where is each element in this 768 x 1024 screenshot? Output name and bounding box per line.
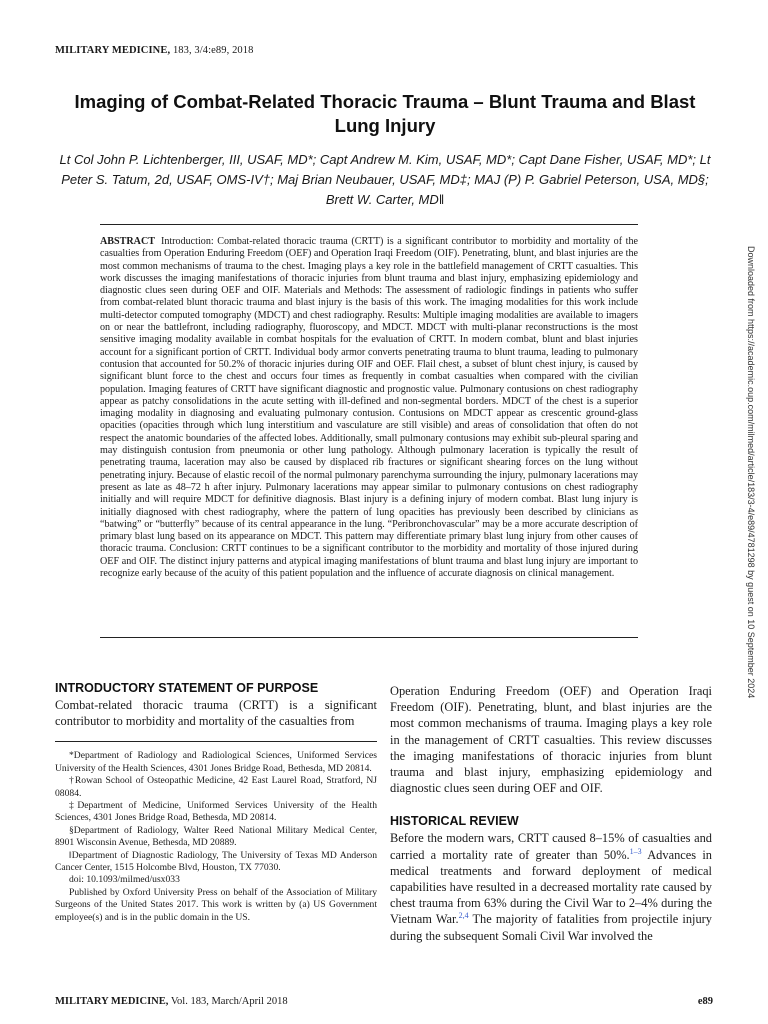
footer-journal: MILITARY MEDICINE, bbox=[55, 996, 169, 1007]
publisher-note: Published by Oxford University Press on behalf of the Association of Military Surgeons of the United States 2017. This work is written by (a) US Government employee(s) and is in the public domain in the US. bbox=[55, 886, 377, 923]
running-head bbox=[55, 45, 253, 56]
download-notice: Downloaded from https://academic.oup.com/milmed/article/183/3-4/e89/4781298 by guest on 10 September 2024 bbox=[746, 246, 756, 699]
abstract bbox=[100, 236, 638, 580]
abstract-text: Introduction: Combat-related thoracic trauma (CRTT) is a significant contributor to morbidity and mortality of the casualties from Operation Enduring Freedom (OEF) and Operation Iraqi Freedom (OIF). Penetrating, blunt, and blast injuries are the most common mechanisms of trauma to the chest. Imaging plays a key role in the battlefield management of CRTT casualties. This work discusses the imaging manifestations of thoracic injuries from blunt trauma and blast injury, emphasizing epidemiology and diagnostic clues seen during OEF and OIF. Materials and Methods: The assessment of radiologic findings in patients who suffer from combat-related blunt thoracic trauma and blast injury is the basis of this work. The imaging modalities for this work include multi-detector computed tomography (MDCT) and chest radiography. Results: Multiple imaging modalities are available to imagers on or near the battlefront, including radiography, fluoroscopy, and MDCT. MDCT with multi-planar reconstructions is the most sensitive imaging modality available in combat hospitals for the evaluation of CRTT. In modern combat, blunt and blast injuries account for a significant portion of CRTT. Individual body armor converts penetrating trauma to blunt trauma, leading to pulmonary contusion that accounted for 50.2% of thoracic injuries during OIF and OEF. Flail chest, a subset of blunt chest injury, is caused by significant blunt force to the chest and occurs four times as frequently in combat casualties when compared with the civilian population. Imaging features of CRTT have significant diagnostic and prognostic value. Pulmonary contusions on chest radiography appear as patchy consolidations in the acute setting with ill-defined and non-segmental borders. MDCT of the chest is a superior imaging modality in diagnosing and evaluating pulmonary contusion. Contusions on MDCT appear as crescentic ground-glass opacities (opacities through which lung interstitium and vasculature are still visible) and areas of consolidation that often do not respect the anatomic boundaries of the affected lobes. Additionally, small pulmonary contusions may exhibit sub-pleural sparing and may distinguish contusion from pneumonia or other lung pathology. Although pulmonary laceration is typically the result of penetrating trauma, laceration may also be caused by displaced rib fractures or significant shearing forces on the lung without penetrating injury. Because of elastic recoil of the normal pulmonary parenchyma surrounding the injury, pulmonary lacerations may present as late as 48–72 h after injury. Pulmonary lacerations may appear similar to pulmonary contusions on chest radiography initially and will require MDCT for definitive diagnosis. Blast injury is a defining injury of modern combat. Blast lung injury is initially diagnosed with chest radiography, where the pattern of lung opacities has previously been described by clinicians as “batwing” or “butterfly” because of its central appearance in the lung. “Peribronchovascular” may be a more accurate description of primary blast lung based on its appearance on MDCT. This pattern may differentiate primary blast lung injury from other causes of thoracic trauma. Conclusion: CRTT continues to be a significant contributor to the morbidity and mortality of those injured during OEF and OIF. The distinct injury patterns and atypical imaging manifestations of blunt trauma and blast lung injury are important to recognize early because of the acuity of this patient population and the influence of accurate diagnosis on clinical management. bbox=[100, 236, 638, 580]
historical-text-part: The majority of fatalities from projectile injury during the subsequent Somali Civil War involved the bbox=[390, 912, 712, 943]
footer-citation bbox=[55, 996, 288, 1007]
footnote-item: †Rowan School of Osteopathic Medicine, 42 East Laurel Road, Stratford, NJ 08084. bbox=[55, 775, 377, 799]
running-head-citation: 183, 3/4:e89, 2018 bbox=[172, 45, 254, 56]
reference-link[interactable]: 2,4 bbox=[458, 911, 469, 921]
historical-text-part: Advances in medical treatments and forward deployment of medical capabilities have resulted in a decreased mortality rate caused by chest trauma from 63% during the Civil War to 2–4% during the Vietnam War. bbox=[390, 847, 712, 927]
footer-volume: Vol. 183, March/April 2018 bbox=[170, 996, 288, 1007]
right-column bbox=[390, 683, 712, 944]
footnote-item: ‡Department of Medicine, Uniformed Services University of the Health Sciences, 4301 Jones Bridge Road, Bethesda, MD 20814. bbox=[55, 800, 377, 824]
affiliation-footnotes bbox=[55, 750, 377, 924]
abstract-top-rule bbox=[100, 224, 638, 225]
footnote-item: *Department of Radiology and Radiological Sciences, Uniformed Services University of the Health Sciences, 4301 Jones Bridge Road, Bethesda, MD 20814. bbox=[55, 750, 377, 774]
doi: doi: 10.1093/milmed/usx033 bbox=[69, 874, 180, 886]
article-title: Imaging of Combat-Related Thoracic Trauma – Blunt Trauma and Blast Lung Injury bbox=[74, 91, 696, 136]
footnote-item: §Department of Radiology, Walter Reed National Military Medical Center, 8901 Wisconsin Avenue, Bethesda, MD 20889. bbox=[55, 824, 377, 849]
historical-heading: HISTORICAL REVIEW bbox=[390, 814, 519, 829]
intro-text-left: Combat-related thoracic trauma (CRTT) is a significant contributor to morbidity and mortality of the casualties from bbox=[55, 698, 377, 729]
author-list: Lt Col John P. Lichtenberger, III, USAF, MD*; Capt Andrew M. Kim, USAF, MD*; Capt Dane Fisher, USAF, MD*; Lt Peter S. Tatum, 2d, USAF, OMS-IV†; Maj Brian Neubauer, USAF, MD‡; MAJ (P) P. Gabriel Peterson, USA, MD§; Brett W. Carter, MD‖ bbox=[59, 152, 711, 207]
left-column bbox=[55, 681, 377, 924]
footnote-rule bbox=[55, 741, 377, 742]
intro-heading: INTRODUCTORY STATEMENT OF PURPOSE bbox=[55, 681, 319, 695]
abstract-bottom-rule bbox=[100, 637, 638, 638]
page-footer bbox=[55, 996, 713, 1007]
historical-text-part: Before the modern wars, CRTT caused 8–15% of casualties and carried a mortality rate of greater than 50%. bbox=[390, 831, 712, 862]
historical-text bbox=[390, 830, 712, 943]
intro-text-right: Operation Enduring Freedom (OEF) and Operation Iraqi Freedom (OIF). Penetrating, blunt, and blast injuries are the most common mechanisms of trauma. Imaging plays a key role in the management of CRTT casualties. This review discusses the imaging manifestations of thoracic injuries from blunt trauma and blast injury, emphasizing epidemiology and diagnostic clues seen during OEF and OIF. bbox=[390, 684, 712, 796]
historical-review-section bbox=[390, 814, 712, 943]
abstract-label: ABSTRACT bbox=[100, 236, 155, 247]
footnote-item: ‖Department of Diagnostic Radiology, The University of Texas MD Anderson Cancer Center, 1515 Holcombe Blvd, Houston, TX 77030. bbox=[55, 849, 377, 874]
reference-link[interactable]: 1–3 bbox=[629, 846, 642, 856]
page-number: e89 bbox=[697, 996, 713, 1007]
running-head-journal: MILITARY MEDICINE, bbox=[55, 45, 171, 56]
